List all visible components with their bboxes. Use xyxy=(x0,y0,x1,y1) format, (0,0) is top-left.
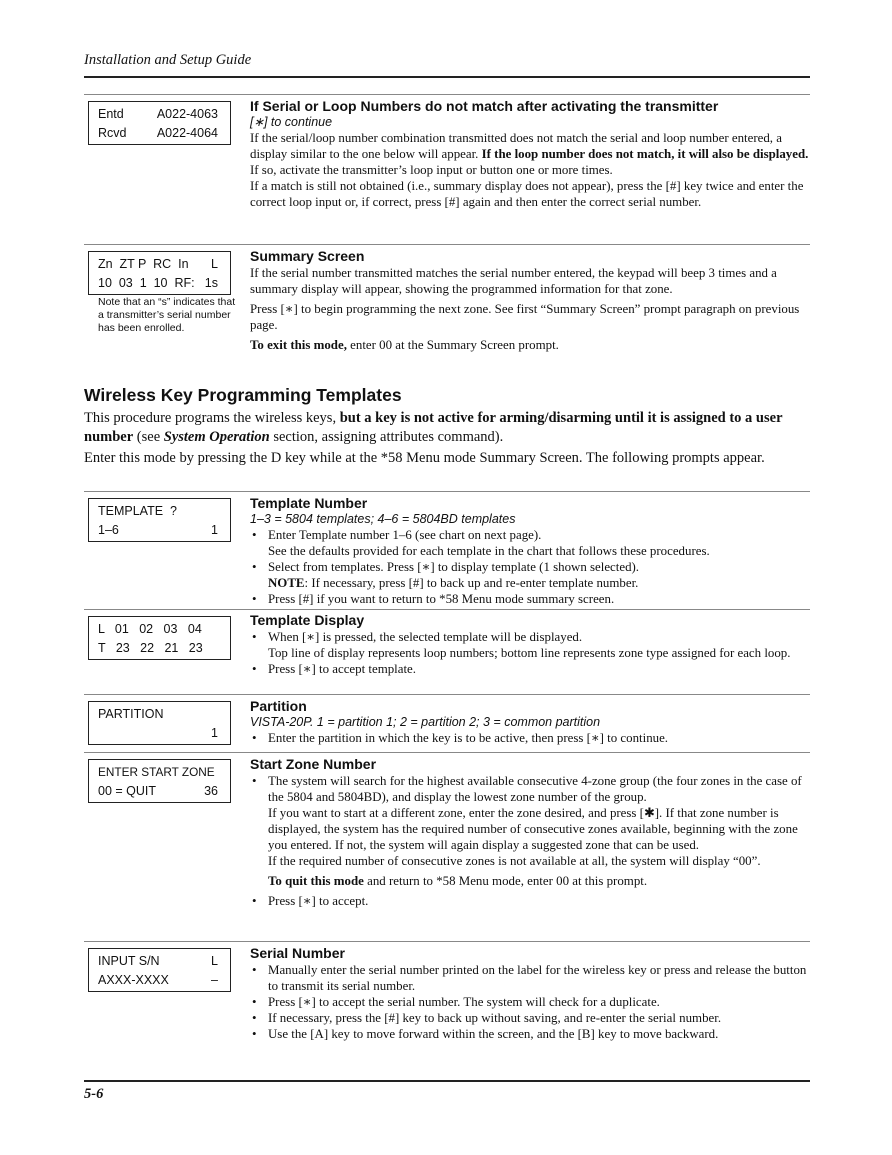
text: section, assigning attributes command). xyxy=(273,429,504,445)
list-item: • Press [∗] to accept template. xyxy=(250,661,812,677)
paragraph xyxy=(250,130,812,178)
list-item: • Press [#] if you want to return to *58 Menu mode summary screen. xyxy=(250,591,812,607)
text: If so, activate the transmitter’s loop input or button one or more times. xyxy=(250,163,613,177)
template-number-section xyxy=(250,495,812,607)
keypad-display-template-loops xyxy=(88,616,231,660)
section-heading: Wireless Key Programming Templates xyxy=(84,385,402,405)
display-text: 1 xyxy=(211,726,218,740)
paragraph: If a match is still not obtained (i.e., summary display does not appear), press the [#] key twice and enter the correct loop input or, if correct, press [#] again and then enter the correct serial number. xyxy=(250,179,804,209)
display-text: 36 xyxy=(204,784,218,798)
section-title: Serial Number xyxy=(250,945,345,961)
header-rule xyxy=(84,76,810,78)
list-item xyxy=(250,559,812,591)
display-text: A022-4064 xyxy=(156,126,218,140)
keypad-display-summary xyxy=(88,251,231,295)
paragraph: Press [∗] to begin programming the next zone. See first “Summary Screen” prompt paragraph on previous page. xyxy=(250,302,800,332)
text: If the serial/loop number combination transmitted does not match the serial and loop number entered, a display similar to the one below will appear. xyxy=(250,131,782,161)
list-item: • Press [∗] to accept. xyxy=(250,893,812,909)
section-subtitle: [∗] to continue xyxy=(250,115,333,129)
section-title: Template Display xyxy=(250,612,365,628)
display-text: L 01 02 03 04 xyxy=(98,622,202,636)
section-title: Template Number xyxy=(250,495,368,511)
text: When [∗] is pressed, the selected template will be displayed. xyxy=(268,630,583,644)
partition-section xyxy=(250,698,812,746)
bullet-list xyxy=(250,527,812,607)
section-divider xyxy=(84,941,810,942)
text: See the defaults provided for each template in the chart that follows these procedures. xyxy=(268,544,710,558)
bullet-list xyxy=(250,773,812,869)
footer-rule xyxy=(84,1080,810,1082)
keypad-display-start-zone xyxy=(88,759,231,803)
list-item: • Use the [A] key to move forward within the screen, and the [B] key to move backward. xyxy=(250,1026,812,1042)
bold-text: but a key is not active for arming/disarming until it is assigned to a user number xyxy=(84,410,783,445)
intro-paragraph: Enter this mode by pressing the D key while at the *58 Menu mode Summary Screen. The following prompts appear. xyxy=(84,450,765,466)
summary-section xyxy=(250,248,812,353)
paragraph xyxy=(250,873,812,889)
display-text: 1 xyxy=(211,523,218,537)
section-title: If Serial or Loop Numbers do not match after activating the transmitter xyxy=(250,98,719,114)
list-item xyxy=(250,527,812,559)
bold-text: To exit this mode, xyxy=(250,338,347,352)
display-text: T 23 22 21 23 xyxy=(98,641,203,655)
list-item: • Enter the partition in which the key is to be active, then press [∗] to continue. xyxy=(250,730,812,746)
section-subtitle: 1–3 = 5804 templates; 4–6 = 5804BD templates xyxy=(250,512,516,526)
list-item: • If necessary, press the [#] key to back up without saving, and re-enter the serial number. xyxy=(250,1010,812,1026)
section-divider xyxy=(84,94,810,95)
keypad-display-partition xyxy=(88,701,231,745)
display-text: INPUT S/N xyxy=(98,954,160,968)
keypad-display-template xyxy=(88,498,231,542)
text: Select from templates. Press [∗] to display template (1 shown selected). xyxy=(268,560,640,574)
display-text: Zn ZT P RC In xyxy=(98,257,189,271)
section-divider xyxy=(84,694,810,695)
page-header: Installation and Setup Guide xyxy=(84,52,252,68)
display-text: A022-4063 xyxy=(156,107,218,121)
bold-italic-text: System Operation xyxy=(163,429,270,445)
paragraph: If the serial number transmitted matches the serial number entered, the keypad will beep 3 times and a summary display will appear, showing the programmed information for that zone. xyxy=(250,266,777,296)
section-divider xyxy=(84,752,810,753)
bold-text: To quit this mode xyxy=(268,874,364,888)
page-number: 5-6 xyxy=(84,1086,104,1102)
bullet-list xyxy=(250,730,812,746)
text: enter 00 at the Summary Screen prompt. xyxy=(350,338,559,352)
text: If the required number of consecutive zones is not available at all, the system will display “00”. xyxy=(268,854,761,868)
bold-text: NOTE xyxy=(268,576,305,590)
section-divider xyxy=(84,609,810,610)
text: Top line of display represents loop numbers; bottom line represents zone type assigned for each loop. xyxy=(268,646,791,660)
text: The system will search for the highest available consecutive 4-zone group (the four zones in the case of the 5804 and 5804BD), and display the lowest zone number of the group. xyxy=(268,774,802,804)
section-title: Start Zone Number xyxy=(250,756,377,772)
display-text: ENTER START ZONE xyxy=(98,765,215,779)
text: (see xyxy=(136,429,161,445)
list-item: • Manually enter the serial number printed on the label for the wireless key or press and release the button to transmit its serial number. xyxy=(250,962,812,994)
display-text: 00 = QUIT xyxy=(98,784,157,798)
text: Enter Template number 1–6 (see chart on next page). xyxy=(268,528,542,542)
display-text: Entd xyxy=(98,107,124,121)
display-text: PARTITION xyxy=(98,707,164,721)
display-text: L xyxy=(211,257,218,271)
section-title: Summary Screen xyxy=(250,248,365,264)
bold-text: If the loop number does not match, it will also be displayed. xyxy=(481,147,809,161)
template-display-section xyxy=(250,612,812,677)
list-item xyxy=(250,629,812,661)
bullet-list xyxy=(250,629,812,677)
list-item xyxy=(250,773,812,869)
mismatch-section xyxy=(250,98,812,210)
bullet-list xyxy=(250,893,812,909)
keypad-display-mismatch xyxy=(88,101,231,145)
display-note: Note that an “s” indicates that a transmitter’s serial number has been enrolled. xyxy=(98,296,236,334)
display-text: L xyxy=(211,954,218,968)
display-text: Rcvd xyxy=(98,126,127,140)
section-divider xyxy=(84,491,810,492)
display-text: – xyxy=(211,973,218,987)
section-title: Partition xyxy=(250,698,307,714)
list-item: • Press [∗] to accept the serial number. The system will check for a duplicate. xyxy=(250,994,812,1010)
display-text: 1s xyxy=(204,276,218,290)
display-text: 10 03 1 10 RF: xyxy=(98,276,195,290)
text: and return to *58 Menu mode, enter 00 at this prompt. xyxy=(367,874,648,888)
display-text: 1–6 xyxy=(98,523,119,537)
display-text: AXXX-XXXX xyxy=(98,973,169,987)
section-subtitle: VISTA-20P. 1 = partition 1; 2 = partition 2; 3 = common partition xyxy=(250,715,601,729)
serial-number-section xyxy=(250,945,812,1042)
text: : If necessary, press [#] to back up and re-enter template number. xyxy=(304,576,639,590)
text: If you want to start at a different zone, enter the zone desired, and press [✱]. If that zone number is displayed, the system has the required number of consecutive zones available, beginning with the zone you entered. If not, the system will again display a suggested zone that can be used. xyxy=(268,806,798,852)
intro-paragraph xyxy=(84,409,810,447)
keypad-display-serial xyxy=(88,948,231,992)
display-text: TEMPLATE ? xyxy=(98,504,177,518)
bullet-list xyxy=(250,962,812,1042)
section-divider xyxy=(84,244,810,245)
paragraph xyxy=(250,337,812,353)
start-zone-section xyxy=(250,756,812,909)
text: This procedure programs the wireless keys, xyxy=(84,410,337,426)
